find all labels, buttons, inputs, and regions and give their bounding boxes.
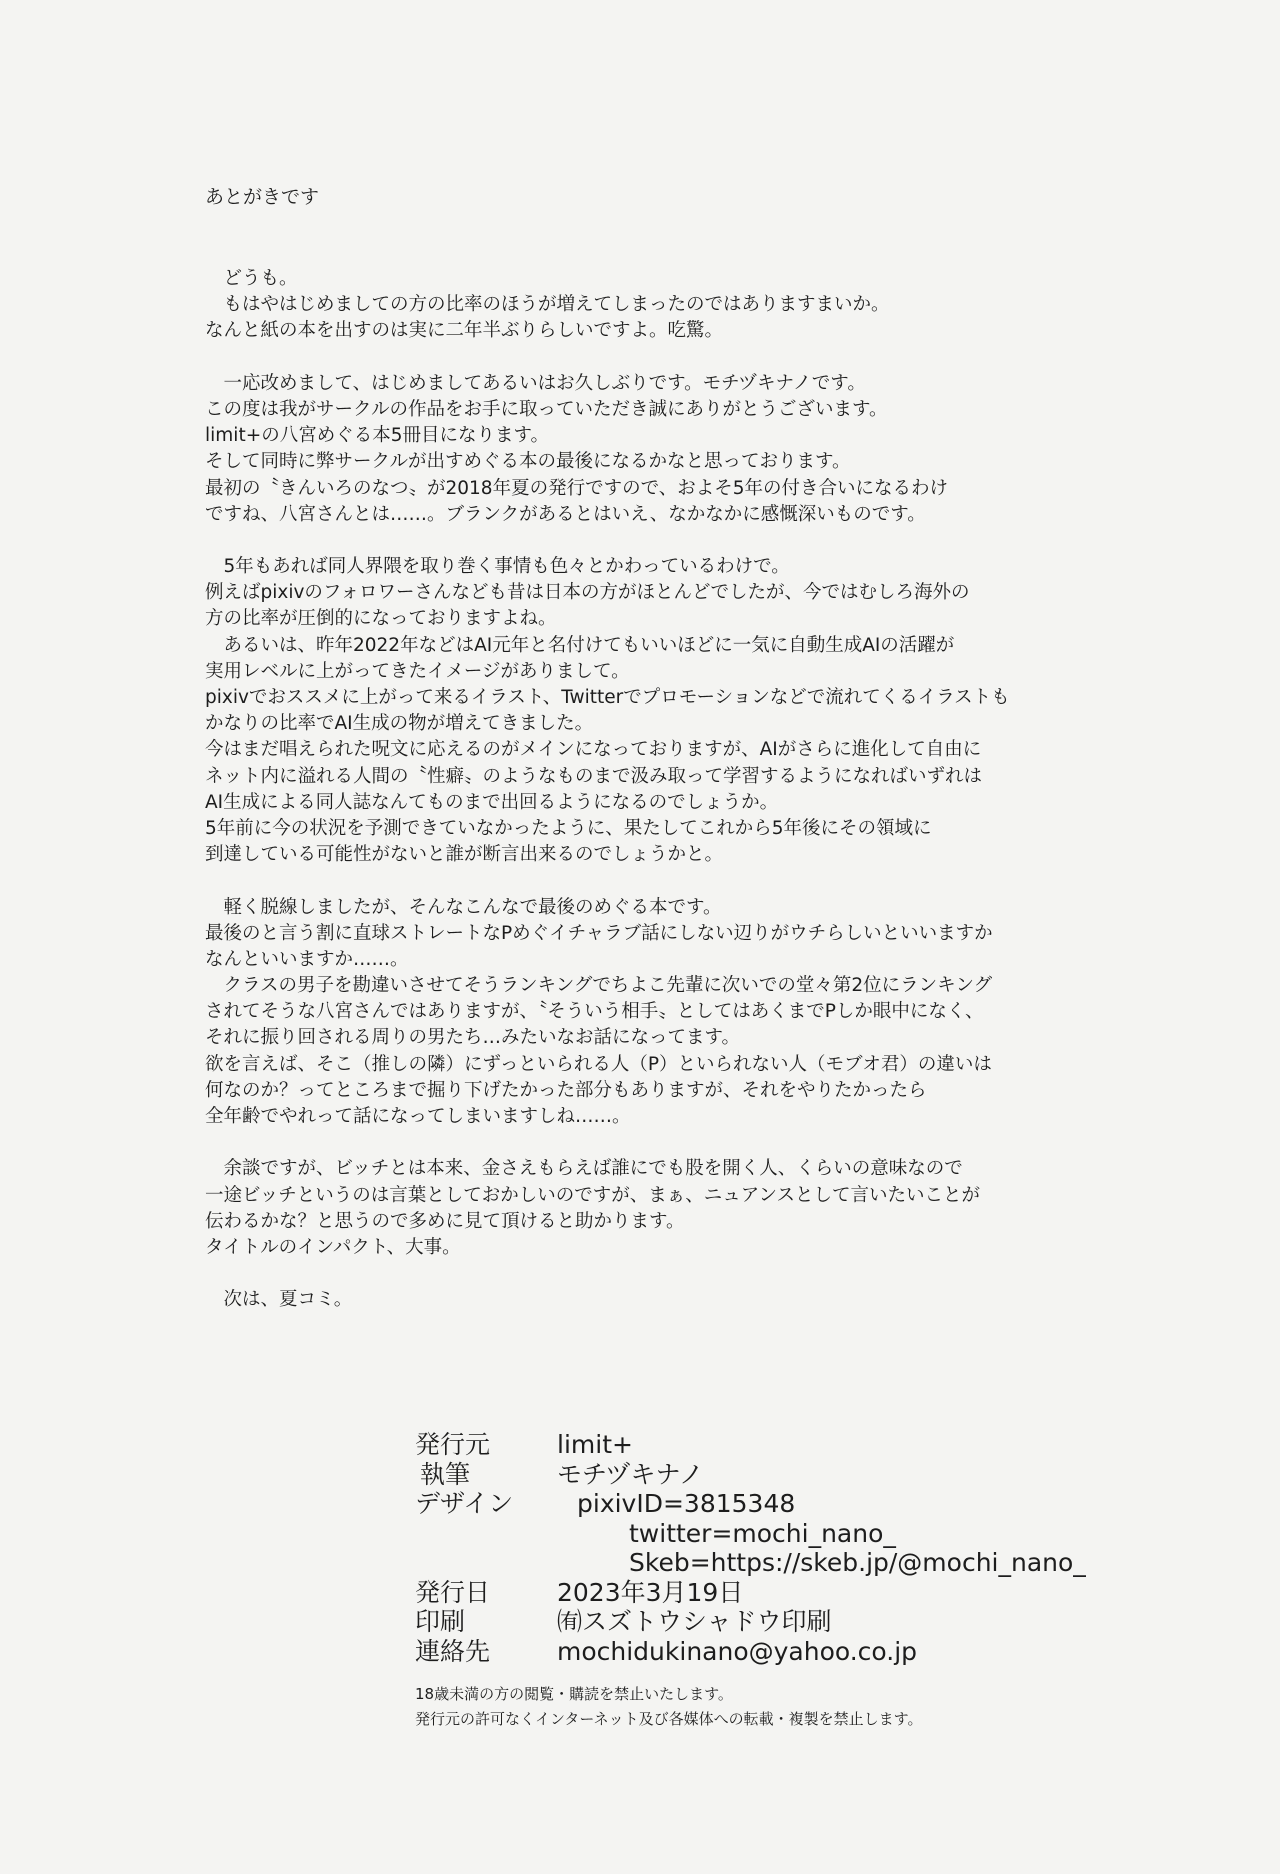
body-line: 何なのか？ってところまで掘り下げたかった部分もありますが、それをやりたかったら <box>205 1079 927 1101</box>
colophon-row-contact <box>415 1637 1086 1667</box>
date-value: 2023年3月19日 <box>557 1577 744 1607</box>
contact-label: 連絡先 <box>415 1636 491 1666</box>
colophon-row-author <box>415 1460 1086 1490</box>
colophon-row-design <box>415 1489 1086 1519</box>
design-skeb-value: Skeb=https://skeb.jp/@mochi_nano_ <box>629 1548 1086 1577</box>
publisher-label: 発行元 <box>415 1430 491 1459</box>
body-line: ネット内に溢れる人間の〝性癖〟のようなものまで汲み取って学習するようになればいずれは <box>205 765 983 787</box>
body-line: それに振り回される周りの男たち…みたいなお話になってます。 <box>205 1027 741 1049</box>
printer-value: ㈲スズトウシャドウ印刷 <box>557 1607 832 1636</box>
contact-value: mochidukinano@yahoo.co.jp <box>557 1636 918 1666</box>
colophon-row-design-skeb <box>415 1548 1086 1578</box>
body-line: そして同時に弊サークルが出すめぐる本の最後になるかなと思っております。 <box>205 451 851 473</box>
design-twitter-value: twitter=mochi_nano_ <box>629 1518 896 1548</box>
author-label: 執筆 <box>420 1459 471 1489</box>
body-line: どうも。 <box>205 268 298 289</box>
body-line: pixivでおススメに上がって来るイラスト、Twitterでプロモーションなどで流れてくるイラストも <box>205 687 1010 708</box>
design-label: デザイン <box>415 1489 514 1518</box>
body-line: 実用レベルに上がってきたイメージがありまして。 <box>205 660 630 682</box>
body-line: 5年前に今の状況を予測できていなかったように、果たしてこれから5年後にその領域に <box>205 817 932 839</box>
body-line: 最初の〝きんいろのなつ〟が2018年夏の発行ですので、およそ5年の付き合いになるわけ <box>205 477 948 499</box>
body-line: 次は、夏コミ。 <box>205 1289 353 1311</box>
colophon-row-printer <box>415 1607 1086 1637</box>
body-line: 軽く脱線しましたが、そんなこんなで最後のめぐる本です。 <box>205 896 722 918</box>
body-line: されてそうな八宮さんではありますが、〝そういう相手〟としてはあくまでPしか眼中になく、 <box>205 1001 984 1023</box>
afterword-body <box>205 266 1105 1314</box>
body-line: 一応改めまして、はじめましてあるいはお久しぶりです。モチヅキナノです。 <box>205 372 866 394</box>
colophon <box>415 1430 1086 1666</box>
body-line: あるいは、昨年2022年などはAI元年と名付けてもいいほどに一気に自動生成AIの活躍が <box>205 634 955 656</box>
body-line: クラスの男子を勘違いさせてそうランキングでちよこ先輩に次いでの堂々第2位にランキング <box>205 975 993 997</box>
body-line: AI生成による同人誌なんてものまで出回るようになるのでしょうか。 <box>205 791 779 813</box>
body-line: 例えばpixivのフォロワーさんなども昔は日本の方がほとんどでしたが、今ではむしろ海外の <box>205 582 970 604</box>
body-line: limit+の八宮めぐる本5冊目になります。 <box>205 425 549 447</box>
reproduction-notice: 発行元の許可なくインターネット及び各媒体への転載・複製を禁止します。 <box>415 1710 923 1728</box>
body-line: 今はまだ唱えられた呪文に応えるのがメインになっておりますが、AIがさらに進化して自由に <box>205 739 982 761</box>
body-line: 最後のと言う割に直球ストレートなPめぐイチャラブ話にしない辺りがウチらしいといいますか <box>205 922 993 944</box>
body-line: 伝わるかな？と思うので多めに見て頂けると助かります。 <box>205 1210 685 1232</box>
design-pixiv-value: pixivID=3815348 <box>577 1489 796 1518</box>
body-line: 全年齢でやれって話になってしまいますしね……。 <box>205 1106 631 1127</box>
body-line: なんと紙の本を出すのは実に二年半ぶりらしいですよ。吃驚。 <box>205 320 724 342</box>
body-line: 5年もあれば同人界隈を取り巻く事情も色々とかわっているわけで。 <box>205 556 790 578</box>
paragraph-break <box>205 1261 1105 1287</box>
paragraph-break <box>205 528 1105 554</box>
age-restriction-notice: 18歳未満の方の閲覧・購読を禁止いたします。 <box>415 1685 733 1703</box>
paragraph-break <box>205 345 1105 371</box>
paragraph-break <box>205 1130 1105 1156</box>
body-line: タイトルのインパクト、大事。 <box>205 1236 461 1258</box>
colophon-row-design-twitter <box>415 1519 1086 1549</box>
body-line: 一途ビッチというのは言葉としておかしいのですが、まぁ、ニュアンスとして言いたいことが <box>205 1184 980 1206</box>
legal-notices <box>415 1682 922 1732</box>
paragraph-break <box>205 868 1105 894</box>
body-line: 余談ですが、ビッチとは本来、金さえもらえば誰にでも股を開く人、くらいの意味なので <box>205 1158 963 1180</box>
afterword-heading: あとがきです <box>205 186 320 208</box>
body-line: 到達している可能性がないと誰が断言出来るのでしょうかと。 <box>205 844 724 866</box>
body-line: もはやはじめましての方の比率のほうが増えてしまったのではありますまいか。 <box>205 294 890 316</box>
printer-label: 印刷 <box>415 1607 466 1636</box>
body-line: 欲を言えば、そこ（推しの隣）にずっといられる人（P）といられない人（モブオ君）の違いは <box>205 1053 992 1075</box>
date-label: 発行日 <box>415 1577 491 1607</box>
body-line: 方の比率が圧倒的になっておりますよね。 <box>205 608 557 630</box>
body-line: かなりの比率でAI生成の物が増えてきました。 <box>205 713 594 735</box>
body-line: ですね、八宮さんとは……。ブランクがあるとはいえ、なかなかに感慨深いものです。 <box>205 503 926 525</box>
publisher-value: limit+ <box>557 1430 633 1459</box>
body-line: なんといいますか……。 <box>205 948 409 970</box>
colophon-row-publisher <box>415 1430 1086 1460</box>
colophon-row-date <box>415 1578 1086 1608</box>
body-line: この度は我がサークルの作品をお手に取っていただき誠にありがとうございます。 <box>205 398 888 420</box>
author-value: モチヅキナノ <box>557 1459 704 1489</box>
